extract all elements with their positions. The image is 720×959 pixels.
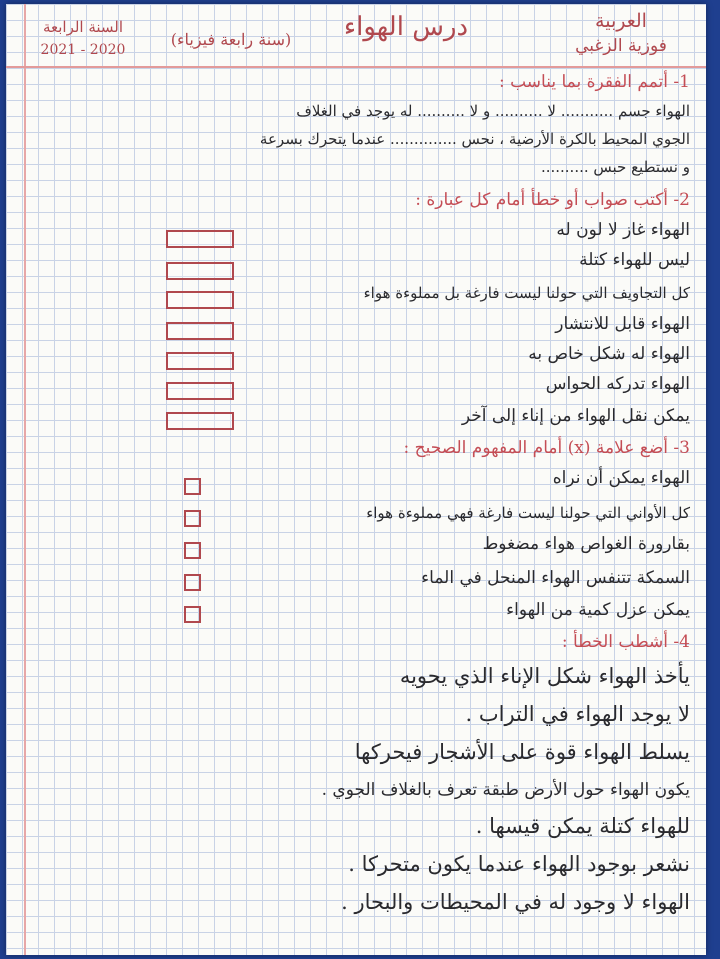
section2-heading: 2- أكتب صواب أو خطأ أمام كل عبارة : [415, 190, 690, 210]
margin-rule [24, 4, 26, 955]
section4-item: يأخذ الهواء شكل الإناء الذي يحويه [399, 664, 690, 688]
section1-line: الهواء جسم ........... لا .......... و لا .......... له يوجد في الغلاف [296, 102, 690, 120]
answer-box[interactable] [166, 322, 234, 340]
checkbox[interactable] [184, 478, 201, 495]
header-teacher: فوزية الزغبي [575, 36, 667, 56]
section3-item: الهواء يمكن أن نراه [552, 468, 690, 488]
section3-item: كل الأواني التي حولنا ليست فارغة فهي مملوءة هواء [366, 504, 690, 522]
notebook-page [6, 4, 706, 955]
section3-item: السمكة تتنفس الهواء المنحل في الماء [421, 568, 690, 588]
page-subtitle: (سنة رابعة فيزياء) [170, 30, 292, 49]
section2-item: كل التجاويف التي حولنا ليست فارغة بل مملوءة هواء [363, 284, 690, 302]
answer-box[interactable] [166, 412, 234, 430]
section2-item: الهواء غاز لا لون له [556, 220, 690, 240]
checkbox[interactable] [184, 574, 201, 591]
header-year: 2021 - 2020 [40, 42, 126, 58]
answer-box[interactable] [166, 230, 234, 248]
section1-line: و نستطيع حبس .......... [540, 158, 690, 176]
header-rule [6, 66, 706, 68]
section3-item: يمكن عزل كمية من الهواء [506, 600, 690, 620]
section4-item: يكون الهواء حول الأرض طبقة تعرف بالغلاف الجوي . [321, 780, 690, 800]
section4-item: يسلط الهواء قوة على الأشجار فيحركها [354, 740, 690, 764]
section1-line: الجوي المحيط بالكرة الأرضية ، نحس .............. عندما يتحرك بسرعة [259, 130, 690, 148]
answer-box[interactable] [166, 352, 234, 370]
header-subject: العربية [595, 10, 647, 32]
section2-item: يمكن نقل الهواء من إناء إلى آخر [461, 406, 690, 426]
checkbox[interactable] [184, 542, 201, 559]
section4-item: الهواء لا وجود له في المحيطات والبحار . [341, 890, 690, 914]
answer-box[interactable] [166, 382, 234, 400]
section2-item: الهواء له شكل خاص به [528, 344, 690, 364]
section2-item: ليس للهواء كتلة [579, 250, 690, 270]
checkbox[interactable] [184, 510, 201, 527]
section4-item: نشعر بوجود الهواء عندما يكون متحركا . [348, 852, 690, 876]
section2-item: الهواء تدركه الحواس [545, 374, 690, 394]
answer-box[interactable] [166, 262, 234, 280]
checkbox[interactable] [184, 606, 201, 623]
section4-heading: 4- أشطب الخطأ : [561, 632, 690, 652]
page-title: درس الهواء [343, 12, 469, 42]
section3-item: بقارورة الغواص هواء مضغوط [482, 534, 690, 554]
header-level: السنة الرابعة [42, 18, 124, 36]
section4-item: لا يوجد الهواء في التراب . [465, 702, 690, 726]
section1-heading: 1- أتمم الفقرة بما يناسب : [498, 72, 690, 92]
section3-heading: 3- أضع علامة (x) أمام المفهوم الصحيح : [403, 438, 690, 458]
answer-box[interactable] [166, 291, 234, 309]
section4-item: للهواء كتلة يمكن قيسها . [475, 814, 690, 838]
section2-item: الهواء قابل للانتشار [555, 314, 690, 334]
